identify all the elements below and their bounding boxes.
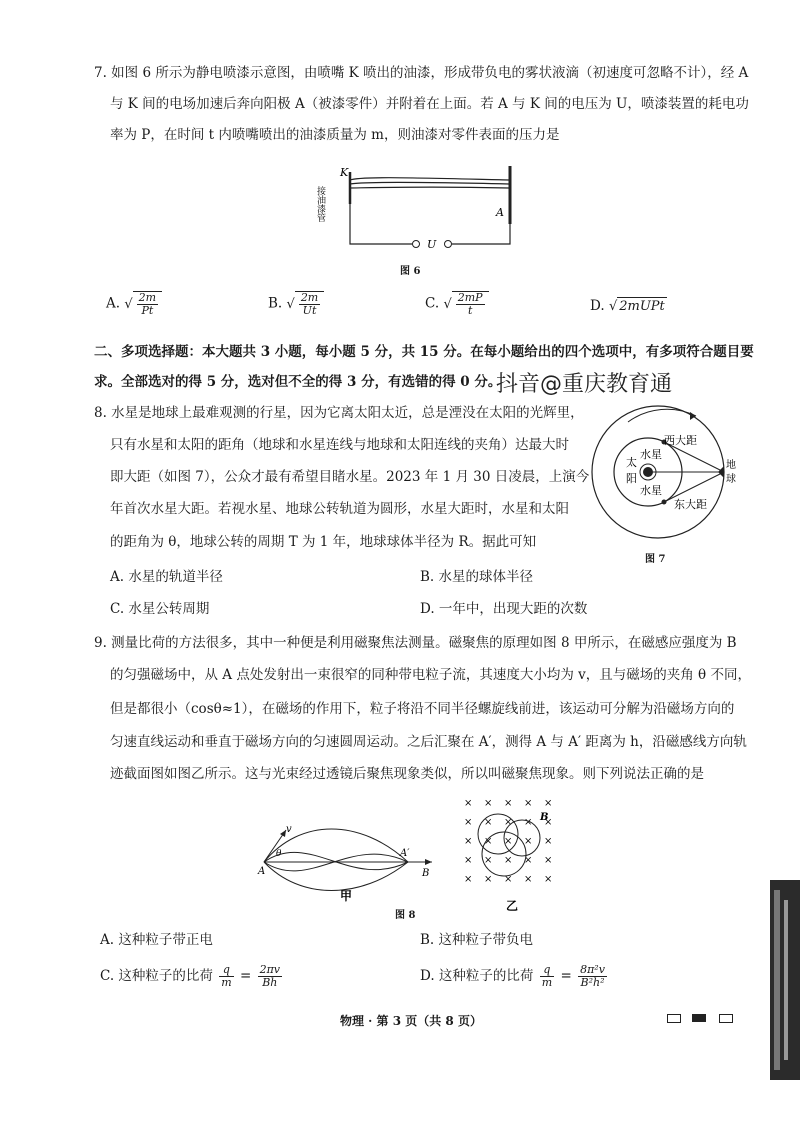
label-b: B xyxy=(422,868,430,879)
equals-sign: = xyxy=(239,968,252,984)
q9-line-2: 的匀强磁场中，从 A 点处发射出一束很窄的同种带电粒子流，其速度大小均为 v，且与磁场的夹角 θ 不同， xyxy=(110,667,751,683)
q7-line-1: 7. 如图 6 所示为静电喷漆示意图，由喷嘴 K 喷出的油漆，形成带负电的雾状液滴（初速度可忽略不计），经 A xyxy=(94,65,749,81)
figure-8-yi-magnetic-field xyxy=(456,792,568,916)
numerator: 2m xyxy=(138,291,157,304)
field-cross-icon: × xyxy=(544,798,553,809)
label-a: A xyxy=(258,866,266,877)
terminal xyxy=(413,241,420,248)
watermark-text: 抖音@重庆教育通 xyxy=(496,372,673,397)
option-label: C. xyxy=(425,295,440,312)
numerator: 8π²v xyxy=(580,963,605,976)
q7-option-b xyxy=(268,291,324,317)
field-cross-icon: × xyxy=(464,836,473,847)
label-east-elongation: 东大距 xyxy=(674,498,707,511)
page-footer: 物理 · 第 3 页（共 8 页） xyxy=(340,1014,482,1028)
field-cross-icon: × xyxy=(504,855,513,866)
option-text: D. 这种粒子的比荷 xyxy=(420,968,534,984)
footer-box-icon xyxy=(667,1014,681,1023)
field-cross-icon: × xyxy=(464,817,473,828)
q8-option-d: D. 一年中，出现大距的次数 xyxy=(420,601,588,617)
label-earth-2: 球 xyxy=(726,474,736,485)
label-jia: 甲 xyxy=(340,889,353,903)
terminal xyxy=(445,241,452,248)
label-mercury-top: 水星 xyxy=(640,448,662,461)
q9-option-d xyxy=(420,964,609,989)
field-cross-icon: × xyxy=(524,798,533,809)
field-cross-icon: × xyxy=(464,798,473,809)
footer-box-icon xyxy=(719,1014,733,1023)
figure-8-jia-helix xyxy=(250,820,440,905)
q8-option-a: A. 水星的轨道半径 xyxy=(110,569,223,585)
option-label: A. xyxy=(106,295,121,312)
field-cross-icon: × xyxy=(484,874,493,885)
fraction-qm xyxy=(219,964,233,989)
q8-line-4: 年首次水星大距。若视水星、地球公转轨道为圆形，水星大距时，水星和太阳 xyxy=(110,501,569,517)
spray-path xyxy=(350,187,510,188)
q9-line-1: 9. 测量比荷的方法很多，其中一种便是利用磁聚焦法测量。磁聚焦的原理如图 8 甲所示，在磁感应强度为 B xyxy=(94,635,737,651)
denominator: Bh xyxy=(262,976,278,989)
spray-path xyxy=(350,178,510,180)
option-label: B. xyxy=(268,295,283,312)
axis-arrow-head-icon xyxy=(425,859,432,865)
label-mercury-bottom: 水星 xyxy=(640,484,662,497)
scan-binding-edge xyxy=(738,880,800,1080)
q9-option-a: A. 这种粒子带正电 xyxy=(100,932,213,948)
label-v: v xyxy=(286,824,292,835)
label-yi: 乙 xyxy=(506,899,519,913)
q7-line-3: 率为 P，在时间 t 内喷嘴喷出的油漆质量为 m，则油漆对零件表面的压力是 xyxy=(110,127,560,143)
q7-option-a xyxy=(106,291,162,317)
numerator: 2mP xyxy=(457,291,483,304)
mercury-east-icon xyxy=(662,500,667,505)
sqrt-expression: √ 2mUPt xyxy=(608,299,665,314)
field-cross-icon: × xyxy=(464,855,473,866)
field-cross-icon: × xyxy=(504,874,513,885)
section-2-heading-line-1: 二、多项选择题：本大题共 3 小题，每小题 5 分，共 15 分。在每小题给出的四个选项中，有多项符合题目要 xyxy=(94,344,754,360)
q9-line-5: 迹截面图如图乙所示。这与光束经过透镜后聚焦现象类似，所以叫磁聚焦现象。则下列说法正确的是 xyxy=(110,766,704,782)
label-earth-1: 地 xyxy=(726,460,736,471)
sqrt-expression: √ $\frac{2m}{Ut}$ xyxy=(287,291,325,317)
figure-6-spray-diagram xyxy=(300,158,540,270)
q9-line-3: 但是都很小（cosθ≈1），在磁场的作用下，粒子将沿不同半径螺旋线前进，该运动可分解为沿磁场方向的 xyxy=(110,701,735,717)
field-cross-icon: × xyxy=(544,836,553,847)
earth-icon xyxy=(718,466,724,478)
binding-texture xyxy=(784,900,788,1060)
field-cross-icon: × xyxy=(484,836,493,847)
label-u: U xyxy=(427,238,437,251)
label-sun-1: 太 xyxy=(626,456,637,469)
sqrt-expression: √ $\frac{2m}{Pt}$ xyxy=(124,291,162,317)
q8-line-5: 的距角为 θ，地球公转的周期 T 为 1 年，地球球体半径为 R。据此可知 xyxy=(110,534,537,550)
option-label: D. xyxy=(590,298,605,314)
radicand: 2mUPt xyxy=(619,299,665,314)
field-cross-icon: × xyxy=(524,874,533,885)
option-text: C. 这种粒子的比荷 xyxy=(100,968,213,984)
field-cross-icon: × xyxy=(544,855,553,866)
equals-sign: = xyxy=(560,968,572,984)
q7-line-2: 与 K 间的电场加速后奔向阳极 A（被漆零件）并附着在上面。若 A 与 K 间的电压为 U，喷漆装置的耗电功 xyxy=(110,96,749,112)
field-cross-icon: × xyxy=(504,798,513,809)
denominator: Ut xyxy=(302,304,317,317)
figure-8-caption: 图 8 xyxy=(395,910,416,921)
figure-7-caption: 图 7 xyxy=(645,554,666,565)
q7-option-d xyxy=(590,297,667,316)
spray-path xyxy=(350,183,510,185)
field-cross-icon: × xyxy=(504,817,513,828)
denominator: m xyxy=(541,976,553,989)
q8-line-3: 即大距（如图 7），公众才最有希望目睹水星。2023 年 1 月 30 日凌晨，上演今 xyxy=(110,469,590,485)
figure-7-orbit-diagram xyxy=(578,402,738,562)
figure-6-caption: 图 6 xyxy=(400,266,421,277)
q7-option-c xyxy=(425,291,489,317)
label-a: A xyxy=(496,206,504,219)
field-cross-icon: × xyxy=(504,836,513,847)
section-2-heading-line-2: 求。全部选对的得 5 分，选对但不全的得 3 分，有选错的得 0 分。 xyxy=(94,374,502,390)
label-a-prime: A′ xyxy=(400,848,410,859)
q8-option-c: C. 水星公转周期 xyxy=(110,601,210,617)
field-cross-icon: × xyxy=(524,836,533,847)
field-cross-icon: × xyxy=(544,817,553,828)
denominator: Pt xyxy=(141,304,154,317)
denominator: B²h² xyxy=(580,976,605,989)
q9-line-4: 匀速直线运动和垂直于磁场方向的匀速圆周运动。之后汇聚在 A′，测得 A 与 A′ 距离为 h，沿磁感线方向轨 xyxy=(110,734,747,750)
numerator: 2πv xyxy=(259,963,281,976)
footer-box-filled-icon xyxy=(692,1014,706,1022)
orbit-arrow-head-icon xyxy=(690,412,696,420)
numerator: q xyxy=(540,964,554,977)
denominator: t xyxy=(467,304,473,317)
numerator: q xyxy=(219,964,233,977)
label-b: B xyxy=(540,812,549,823)
field-cross-icon: × xyxy=(464,874,473,885)
field-cross-icon: × xyxy=(484,798,493,809)
field-cross-icon: × xyxy=(484,855,493,866)
label-pipe: 接油漆管 xyxy=(315,186,325,222)
field-cross-icon: × xyxy=(484,817,493,828)
q9-option-b: B. 这种粒子带负电 xyxy=(420,932,534,948)
fraction-value xyxy=(258,964,282,989)
wire-left xyxy=(350,204,412,244)
binding-texture xyxy=(774,890,780,1070)
field-cross-icon: × xyxy=(524,817,533,828)
label-sun-2: 阳 xyxy=(626,472,637,485)
q8-option-b: B. 水星的球体半径 xyxy=(420,569,534,585)
q8-line-2: 只有水星和太阳的距角（地球和水星连线与地球和太阳连线的夹角）达最大时 xyxy=(110,437,569,453)
q9-option-c xyxy=(100,964,284,989)
denominator: m xyxy=(221,976,232,989)
label-k: K xyxy=(340,166,349,179)
field-cross-icon: × xyxy=(544,874,553,885)
wire-right xyxy=(452,224,510,244)
numerator: 2m xyxy=(300,291,319,304)
field-cross-icon: × xyxy=(524,855,533,866)
fraction-qm xyxy=(540,964,554,989)
q8-line-1: 8. 水星是地球上最难观测的行星，因为它离太阳太近，总是湮没在太阳的光辉里， xyxy=(94,405,584,421)
label-west-elongation: 西大距 xyxy=(664,434,697,447)
fraction-value xyxy=(578,964,607,989)
sqrt-expression: √ $\frac{2mP}{t}$ xyxy=(443,291,488,317)
helix-trajectory xyxy=(264,862,408,891)
orbit-arrow-icon xyxy=(628,409,696,422)
label-theta: θ xyxy=(276,849,282,859)
